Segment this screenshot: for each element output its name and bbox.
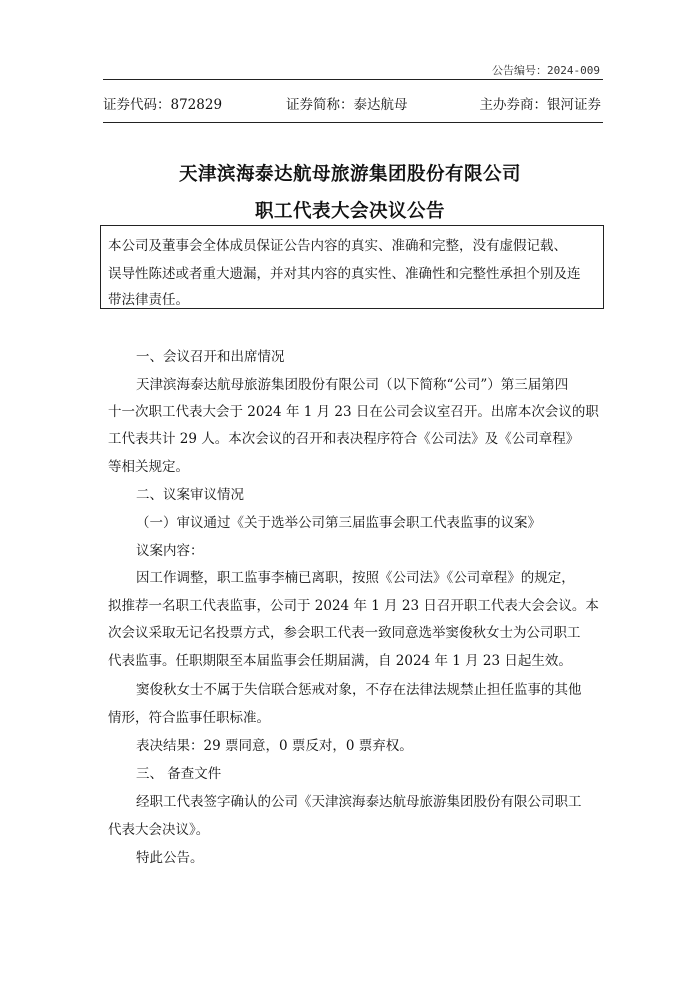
section-1-heading: 一、会议召开和出席情况 xyxy=(136,349,285,365)
paragraph-line: 窦俊秋女士不属于失信联合惩戒对象，不存在法律法规禁止担任监事的其他 xyxy=(136,682,582,698)
disclaimer-line: 带法律责任。 xyxy=(108,292,189,308)
closing-statement: 特此公告。 xyxy=(136,850,204,866)
disclaimer-line: 误导性陈述或者重大遗漏，并对其内容的真实性、准确性和完整性承担个别及连 xyxy=(108,266,581,282)
notice-number: 公告编号：2024-009 xyxy=(492,64,600,77)
paragraph-line: 代表大会决议》。 xyxy=(108,822,210,838)
paragraph-line: 拟推荐一名职工代表监事，公司于 2024 年 1 月 23 日召开职工代表大会会议。本 xyxy=(108,598,599,614)
header-rule-top xyxy=(103,79,603,80)
section-2-subheading: （一）审议通过《关于选举公司第三届监事会职工代表监事的议案》 xyxy=(136,515,541,531)
paragraph-line: 因工作调整，职工监事李楠已离职，按照《公司法》《公司章程》的规定， xyxy=(136,570,575,586)
paragraph-line: 经职工代表签字确认的公司《天津滨海泰达航母旅游集团股份有限公司职工 xyxy=(136,794,582,810)
paragraph-line: 工代表共计 29 人。本次会议的召开和表决程序符合《公司法》及《公司章程》 xyxy=(108,431,580,447)
section-2-heading: 二、议案审议情况 xyxy=(136,487,244,503)
paragraph-line: 代表监事。任职期限至本届监事会任期届满，自 2024 年 1 月 23 日起生效。 xyxy=(108,653,572,669)
section-3-heading: 三、 备查文件 xyxy=(136,766,222,782)
motion-content-label: 议案内容： xyxy=(136,543,204,559)
sponsoring-broker: 主办券商：银河证券 xyxy=(479,97,601,113)
paragraph-line: 十一次职工代表大会于 2024 年 1 月 23 日在公司会议室召开。出席本次会议的职 xyxy=(108,404,599,420)
security-info-row xyxy=(103,93,601,111)
security-code: 证券代码：872829 xyxy=(103,97,223,113)
disclaimer-line: 本公司及董事会全体成员保证公告内容的真实、准确和完整，没有虚假记载、 xyxy=(108,238,567,254)
announcement-title: 职工代表大会决议公告 xyxy=(254,201,445,222)
header-rule-bottom xyxy=(103,122,603,123)
security-abbreviation: 证券简称：泰达航母 xyxy=(286,97,408,113)
paragraph-line: 次会议采取无记名投票方式，参会职工代表一致同意选举窦俊秋女士为公司职工 xyxy=(108,625,581,641)
company-title: 天津滨海泰达航母旅游集团股份有限公司 xyxy=(178,164,521,185)
paragraph-line: 等相关规定。 xyxy=(108,459,189,475)
paragraph-line: 情形，符合监事任职标准。 xyxy=(108,710,270,726)
paragraph-line: 天津滨海泰达航母旅游集团股份有限公司（以下简称“公司”）第三届第四 xyxy=(136,377,569,393)
disclaimer-box xyxy=(100,225,604,309)
vote-result: 表决结果：29 票同意，0 票反对，0 票弃权。 xyxy=(136,738,413,754)
